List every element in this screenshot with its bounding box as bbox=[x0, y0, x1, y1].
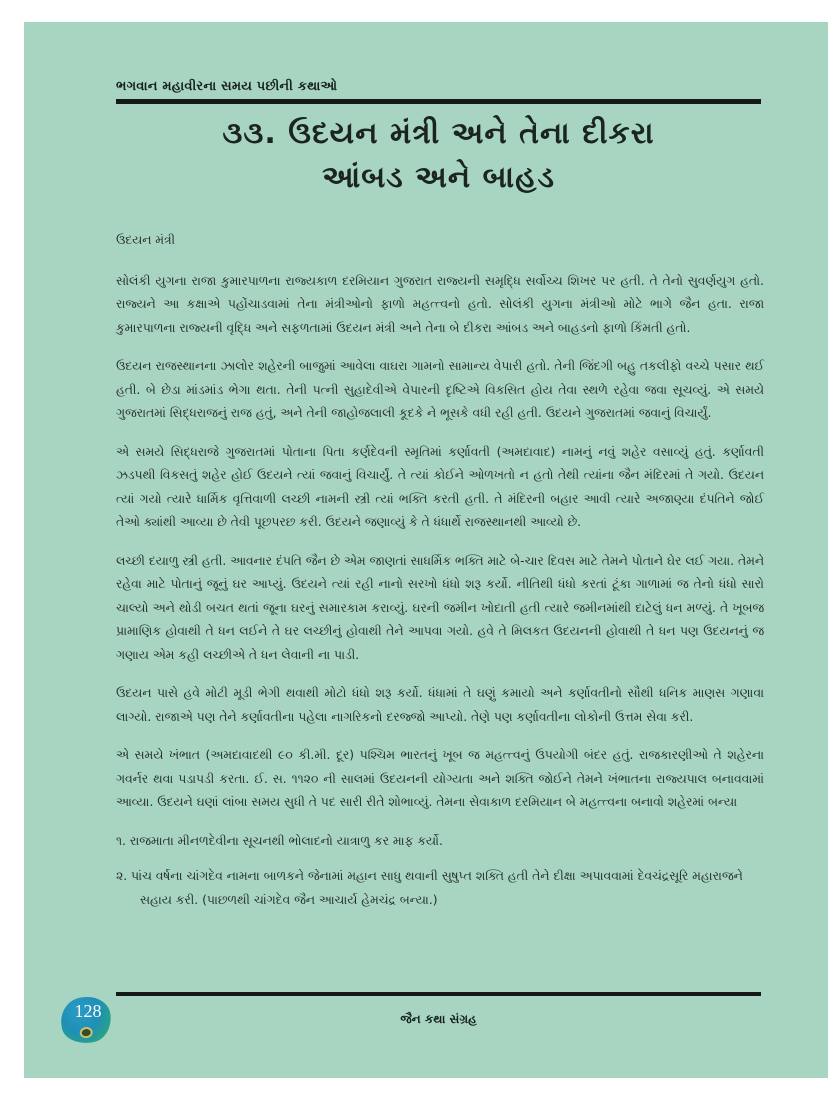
header-rule bbox=[116, 99, 761, 104]
footer-rule bbox=[116, 992, 761, 996]
list-item: ૨. પાંચ વર્ષના ચાંગદેવ નામના બાળકને જેનામાં મહાન સાધુ થવાની સુષુપ્ત શક્તિ હતી તેને દીક્ષા અપાવવામાં દેવચંદ્રસૂરિ મહારાજને સહાય કરી. (પાછળથી ચાંગદેવ જૈન આચાર્ય હેમચંદ્ર બન્યા.) bbox=[116, 869, 743, 907]
running-head: ભગવાન મહાવીરના સમય પછીની કથાઓ bbox=[116, 79, 338, 94]
page-number: 128 bbox=[74, 1001, 102, 1021]
events-list bbox=[116, 830, 764, 913]
body-content bbox=[116, 229, 764, 924]
paragraph: ઉદયન રાજસ્થાનના ઝાલોર શહેરની બાજુમાં આવેલા વાઘરા ગામનો સામાન્ય વેપારી હતો. તેની જિંદગી બહુ તકલીફો વચ્ચે પસાર થઈ હતી. બે છેડા માંડમાંડ ભેગા થતા. તેની પત્ની સુહાદેવીએ વેપારની દૃષ્ટિએ વિકસિત હોય તેવા સ્થળે રહેવા જવા સૂચવ્યું. એ સમયે ગુજરાતમાં સિદ્ધરાજનું રાજ હતું, અને તેની જાહોજલાલી કૂદકે ને ભૂસકે વધી રહી હતી. ઉદયને ગુજરાતમાં જવાનું વિચાર્યું. bbox=[116, 359, 764, 420]
chapter-title-line-2: આંબડ અને બાહડ bbox=[322, 160, 555, 195]
paragraph: સોલંકી યુગના રાજા કુમારપાળના રાજ્યકાળ દરમિયાન ગુજરાત રાજ્યની સમૃદ્ધિ સર્વોચ્ચ શિખર પર હતી. તે તેનો સુવર્ણયુગ હતો. રાજ્યને આ કક્ષાએ પહોંચાડવામાં તેના મંત્રીઓનો ફાળો મહત્ત્વનો હતો. સોલંકી યુગના મંત્રીઓ મોટે ભાગે જૈન હતા. રાજા કુમારપાળના રાજ્યની વૃદ્ધિ અને સફળતામાં ઉદયન મંત્રી અને તેના બે દીકરા આંબડ અને બાહડનો ફાળો કિંમતી હતો. bbox=[116, 273, 764, 335]
list-item: ૧. રાજમાતા મીનળદેવીના સૂચનથી ભોલાદનો યાત્રાળુ કર માફ કર્યો. bbox=[116, 833, 443, 848]
blob-dot-decoration bbox=[81, 1028, 91, 1036]
paragraph: ઉદયન પાસે હવે મોટી મૂડી ભેગી થવાથી મોટો ધંધો શરૂ કર્યો. ધંધામાં તે ઘણું કમાયો અને કર્ણાવતીનો સૌથી ધનિક માણસ ગણાવા લાગ્યો. રાજાએ પણ તેને કર્ણાવતીના પહેલા નાગરિકનો દરજ્જો આપ્યો. તેણે પણ કર્ણાવતીના લોકોની ઉત્તમ સેવા કરી. bbox=[116, 686, 764, 724]
paragraph: એ સમયે સિદ્ધરાજે ગુજરાતમાં પોતાના પિતા કર્ણદેવની સ્મૃતિમાં કર્ણાવતી (અમદાવાદ) નામનું નવું શહેર વસાવ્યું હતું. કર્ણાવતી ઝડપથી વિકસતું શહેર હોઈ ઉદયને ત્યાં જવાનું વિચાર્યું. તે ત્યાં કોઈને ઓળખતો ન હતો તેથી ત્યાંના જૈન મંદિરમાં તે ગયો. ઉદયન ત્યાં ગયો ત્યારે ધાર્મિક વૃત્તિવાળી લચ્છી નામની સ્ત્રી ત્યાં ભક્તિ કરતી હતી. તે મંદિરની બહાર આવી ત્યારે અજાણ્યા દંપતિને જોઈ તેઓ ક્યાંથી આવ્યા છે તેવી પૂછપરછ કરી. ઉદયને જણાવ્યું કે તે ધંધાર્થે રાજસ્થાનથી આવ્યો છે. bbox=[116, 444, 764, 529]
chapter-title-line-1: ૩૩. ઉદયન મંત્રી અને તેના દીકરા bbox=[222, 116, 655, 151]
paragraph: એ સમયે ખંભાત (અમદાવાદથી ૯૦ કી.મી. દૂર) પશ્ચિમ ભારતનું ખૂબ જ મહત્ત્વનું ઉપયોગી બંદર હતું. રાજકારણીઓ તે શહેરના ગવર્નર થવા પડાપડી કરતા. ઈ. સ. ૧૧૨૦ ની સાલમાં ઉદયનની યોગ્યતા અને શક્તિ જોઈને તેમને ખંભાતના રાજ્યપાલ બનાવવામાં આવ્યા. ઉદયને ઘણાં લાંબા સમય સુધી તે પદ સારી રીતે શોભાવ્યું. તેમના સેવાકાળ દરમિયાન બે મહત્ત્વના બનાવો શહેરમાં બન્યા bbox=[116, 748, 764, 809]
chapter-title bbox=[116, 112, 761, 200]
section-label: ઉદયન મંત્રી bbox=[116, 233, 176, 247]
paragraph: લચ્છી દયાળુ સ્ત્રી હતી. આવનાર દંપતિ જૈન છે એમ જાણતાં સાધર્મિક ભક્તિ માટે બે-ચાર દિવસ માટે તેમને પોતાને ઘેર લઈ ગયા. તેમને રહેવા માટે પોતાનું જૂનું ઘર આપ્યું. ઉદયને ત્યાં રહી નાનો સરખો ધંધો શરૂ કર્યો. નીતિથી ધંધો કરતાં ટૂંકા ગાળામાં જ તેનો ધંધો સારો ચાલ્યો અને થોડી બચત થતાં જૂના ઘરનું સમારકામ કરાવ્યું. ઘરની જમીન ખોદાતી હતી ત્યારે જમીનમાંથી દાટેલું ધન મળ્યું. તે ખૂબજ પ્રામાણિક હોવાથી તે ધન લઈને તે ઘર લચ્છીનું હોવાથી તેને આપવા ગયો. હવે તે મિલકત ઉદયનની હોવાથી તે ધન પણ ઉદયનનું જ ગણાય એમ કહી લચ્છીએ તે ધન લેવાની ના પાડી. bbox=[116, 553, 764, 662]
book-page bbox=[24, 22, 828, 1078]
book-title: જૈન કથા સંગ્રહ bbox=[400, 1012, 477, 1026]
